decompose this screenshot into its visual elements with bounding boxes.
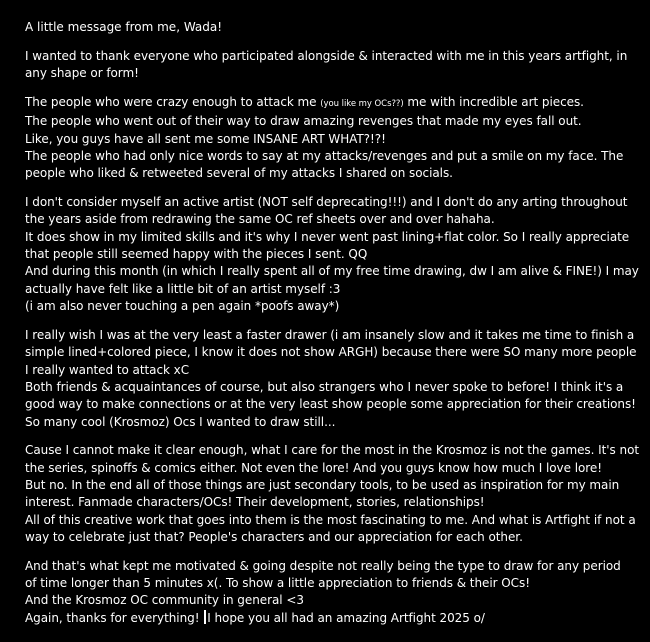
paragraph-faster-drawer bbox=[25, 327, 640, 431]
text-line: people who liked & retweeted several of my attacks I shared on socials. bbox=[25, 166, 453, 181]
text-line: good way to make connections or at the very least show people some appreciation for their creations! bbox=[25, 397, 636, 412]
text-line: any shape or form! bbox=[25, 66, 139, 81]
text-segment: Again, thanks for everything! bbox=[25, 610, 204, 625]
text-cursor bbox=[204, 610, 206, 624]
text-segment: I hope you all had an amazing Artfight 2025 o/ bbox=[207, 610, 485, 625]
text-line: It does show in my limited skills and it's why I never went past lining+flat color. So I really appreciate bbox=[25, 229, 630, 244]
text-line: the years aside from redrawing the same OC ref sheets over and over hahaha. bbox=[25, 212, 495, 227]
text-line: I don't consider myself an active artist (NOT self deprecating!!!) and I don't do any arting throughout bbox=[25, 194, 628, 209]
text-line: The people who had only nice words to say at my attacks/revenges and put a smile on my face. The bbox=[25, 149, 624, 164]
text-line: interest. Fanmade characters/OCs! Their development, stories, relationships! bbox=[25, 495, 485, 510]
paragraph-thanks bbox=[25, 48, 640, 83]
text-segment: The people who were crazy enough to attack me bbox=[25, 94, 321, 109]
small-aside-text: (you like my OCs??) bbox=[320, 98, 404, 109]
text-line: And during this month (in which I really spent all of my free time drawing, dw I am alive & FINE!) I may bbox=[25, 264, 639, 279]
paragraph-artist bbox=[25, 194, 640, 316]
message-title: A little message from me, Wada! bbox=[25, 20, 223, 34]
paragraph-people bbox=[25, 94, 640, 183]
text-line: Both friends & acquaintances of course, but also strangers who I never spoke to before! I think it's a bbox=[25, 379, 624, 394]
text-line: And that's what kept me motivated & going despite not really being the type to draw for any period bbox=[25, 558, 621, 573]
text-line: But no. In the end all of those things are just secondary tools, to be used as inspiration for my main bbox=[25, 477, 620, 492]
text-line: So many cool (Krosmoz) Ocs I wanted to draw still... bbox=[25, 414, 336, 429]
text-line: All of this creative work that goes into them is the most fascinating to me. And what is Artfight if not a bbox=[25, 512, 636, 527]
text-line: way to celebrate just that? People's characters and our appreciation for each other. bbox=[25, 530, 523, 545]
paragraph-closing bbox=[25, 558, 640, 628]
text-line: The people who went out of their way to draw amazing revenges that made my eyes fall out. bbox=[25, 114, 582, 129]
text-line: simple lined+colored piece, I know it does not show ARGH) because there were SO many more people bbox=[25, 345, 637, 360]
text-line: Cause I cannot make it clear enough, what I care for the most in the Krosmoz is not the games. It's not bbox=[25, 443, 640, 458]
text-line: (i am also never touching a pen again *poofs away*) bbox=[25, 299, 340, 314]
text-line: And the Krosmoz OC community in general <3 bbox=[25, 593, 304, 608]
text-segment: me with incredible art pieces. bbox=[403, 94, 584, 109]
text-line: I really wanted to attack xC bbox=[25, 362, 190, 377]
text-line: Like, you guys have all sent me some INSANE ART WHAT?!?! bbox=[25, 131, 386, 146]
text-line: actually have felt like a little bit of an artist myself :3 bbox=[25, 281, 341, 296]
text-line: I really wish I was at the very least a faster drawer (i am insanely slow and it takes me time to finish a bbox=[25, 327, 635, 342]
paragraph-krosmoz bbox=[25, 442, 640, 546]
text-line bbox=[25, 610, 640, 627]
text-line bbox=[25, 94, 640, 113]
text-line: the series, spinoffs & comics either. Not even the lore! And you guys know how much I love lore! bbox=[25, 460, 602, 475]
text-line: I wanted to thank everyone who participated alongside & interacted with me in this years artfight, in bbox=[25, 49, 628, 63]
text-line: of time longer than 5 minutes x(. To show a little appreciation to friends & their OCs! bbox=[25, 575, 530, 590]
text-line: that people still seemed happy with the pieces I sent. QQ bbox=[25, 247, 368, 262]
